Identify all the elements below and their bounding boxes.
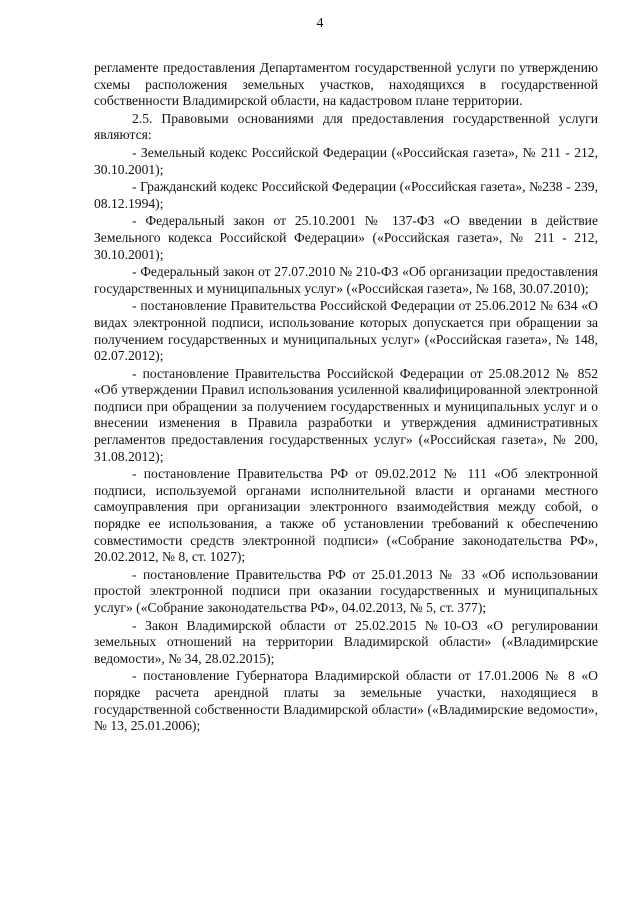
list-item-resolution-111: - постановление Правительства РФ от 09.02.2012 № 111 «Об электронной подписи, используемой органами исполнительной власти и органами местного самоуправления при организации электронного взаимодействия между собой, о порядке ее использования, а также об установлении требований к обеспечению совместимости средств электронной подписи» («Собрание законодательства РФ», 20.02.2012, № 8, ст. 1027); — [94, 466, 598, 565]
list-item-resolution-852: - постановление Правительства Российской Федерации от 25.08.2012 № 852 «Об утверждении Правил использования усиленной квалифицированной электронной подписи при обращении за получением государственных и муниципальных услуг и о внесении изменения в Правила разработки и утверждения административных регламентов предоставления государственных услуг» («Российская газета», № 200, 31.08.2012); — [94, 365, 598, 464]
paragraph-section-2-5: 2.5. Правовыми основаниями для предоставления государственной услуги являются: — [94, 110, 598, 143]
list-item-land-code: - Земельный кодекс Российской Федерации («Российская газета», № 211 - 212, 30.10.2001); — [94, 144, 598, 177]
list-item-governor-resolution-8: - постановление Губернатора Владимирской области от 17.01.2006 № 8 «О порядке расчета арендной платы за земельные участки, находящиеся в государственной собственности Владимирской области» («Владимирские ведомости», № 13, 25.01.2006); — [94, 668, 598, 734]
list-item-resolution-634: - постановление Правительства Российской Федерации от 25.06.2012 № 634 «О видах электронной подписи, использование которых допускается при обращении за получением государственных и муниципальных услуг» («Российская газета», № 148, 02.07.2012); — [94, 298, 598, 364]
page-number: 4 — [316, 16, 324, 31]
list-item-federal-law-210: - Федеральный закон от 27.07.2010 № 210-ФЗ «Об организации предоставления государственных и муниципальных услуг» («Российская газета», № 168, 30.07.2010); — [94, 264, 598, 296]
paragraph-continuation: регламенте предоставления Департаментом государственной услуги по утверждению схемы расположения земельных участков, находящихся в государственной собственности Владимирской области, на кадастровом плане территории. — [94, 60, 598, 109]
list-item-federal-law-137: - Федеральный закон от 25.10.2001 № 137-ФЗ «О введении в действие Земельного кодекса Российской Федерации» («Российская газета», № 211 - 212, 30.10.2001); — [94, 213, 598, 262]
list-item-civil-code: - Гражданский кодекс Российской Федерации («Российская газета», №238 - 239, 08.12.1994); — [94, 179, 598, 211]
list-item-resolution-33: - постановление Правительства РФ от 25.01.2013 № 33 «Об использовании простой электронной подписи при оказании государственных и муниципальных услуг» («Собрание законодательства РФ», 04.02.2013, № 5, ст. 377); — [94, 566, 598, 615]
document-body — [94, 60, 598, 736]
list-item-regional-law-10: - Закон Владимирской области от 25.02.2015 №10-ОЗ «О регулировании земельных отношений на территории Владимирской области» («Владимирские ведомости», № 34, 28.02.2015); — [94, 617, 598, 666]
